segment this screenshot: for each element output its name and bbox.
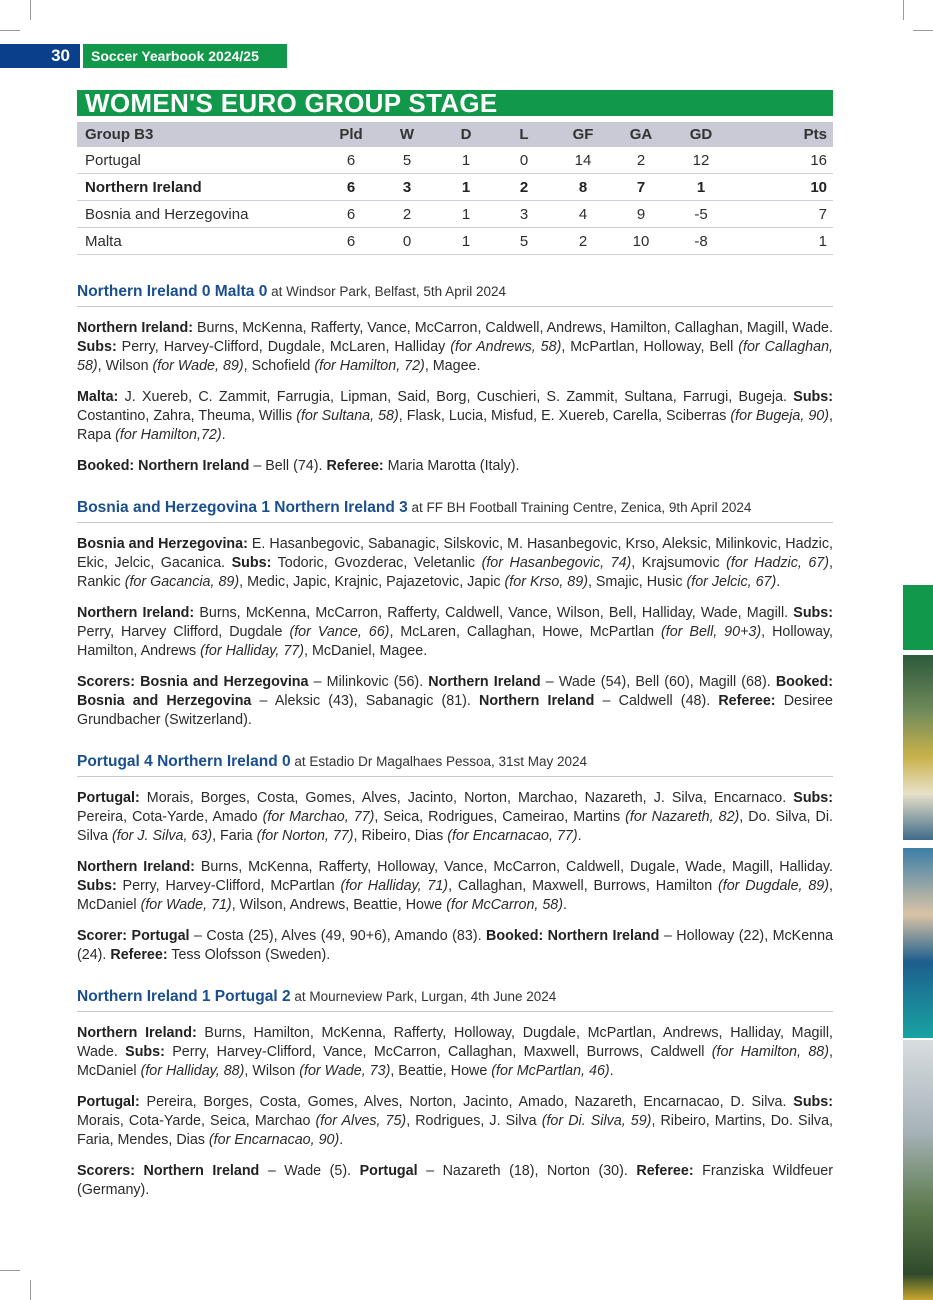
match-report	[77, 282, 833, 476]
match-venue: at Estadio Dr Magalhaes Pessoa, 31st May 2024	[290, 754, 588, 769]
won-cell: 2	[377, 201, 437, 228]
column-header: W	[377, 122, 437, 147]
points-cell: 16	[733, 147, 833, 174]
body-text: .	[221, 427, 226, 443]
goal-difference-cell: -5	[669, 201, 733, 228]
table-row	[77, 201, 833, 228]
body-text: , Wilson	[244, 1063, 300, 1079]
goal-difference-cell: 12	[669, 147, 733, 174]
match-detail-paragraph	[77, 1024, 833, 1081]
body-text: Burns, McKenna, Rafferty, Holloway, Vance, McCarron, Caldwell, Dugale, Wade, Magill, Halliday.	[194, 859, 833, 875]
match-detail-paragraph	[77, 457, 833, 476]
label-text: Booked: Northern Ireland	[77, 458, 250, 474]
body-text: – Aleksic (43), Sabanagic (81).	[251, 693, 480, 709]
label-text: Scorers: Northern Ireland	[77, 1163, 260, 1179]
label-text: Scorers: Bosnia and Herzegovina	[77, 674, 309, 690]
match-detail-paragraph	[77, 1162, 833, 1200]
edge-green-tab	[903, 585, 933, 650]
body-text: Maria Marotta (Italy).	[383, 458, 520, 474]
match-heading	[77, 282, 833, 307]
goals-for-cell: 4	[553, 201, 613, 228]
body-text: J. Xuereb, C. Zammit, Farrugia, Lipman, Said, Borg, Cuschieri, S. Zammit, Sultana, Farrugi, Bugeja.	[118, 389, 794, 405]
match-detail-paragraph	[77, 789, 833, 846]
edge-photo	[903, 848, 933, 1038]
substitution-note: (for Hasanbegovic, 74)	[481, 555, 632, 571]
label-text: Subs:	[793, 389, 833, 405]
body-text: , Holloway, Hamilton, Andrews	[77, 624, 833, 659]
team-cell: Portugal	[77, 147, 325, 174]
body-text: .	[563, 897, 568, 913]
won-cell: 0	[377, 228, 437, 255]
drawn-cell: 1	[437, 147, 495, 174]
substitution-note: (for Wade, 89)	[152, 358, 244, 374]
label-text: Referee:	[110, 947, 168, 963]
section-title: WOMEN'S EURO GROUP STAGE	[77, 90, 833, 116]
match-report	[77, 987, 833, 1200]
match-detail-paragraph	[77, 927, 833, 965]
substitution-note: (for Callaghan, 58)	[77, 339, 833, 374]
body-text: , Rodrigues, J. Silva	[406, 1113, 542, 1129]
body-text: E. Hasanbegovic, Sabanagic, Silskovic, M. Hasanbegovic, Krso, Aleksic, Milinkovic, Hadzic, Ekic, Jelcic, Gacanica.	[77, 536, 833, 571]
body-text: , Flask, Lucia, Misfud, E. Xuereb, Carella, Sciberras	[398, 408, 731, 424]
label-text: Northern Ireland:	[77, 859, 195, 875]
goals-for-cell: 14	[553, 147, 613, 174]
match-venue: at Windsor Park, Belfast, 5th April 2024	[267, 284, 506, 299]
publication-title: Soccer Yearbook 2024/25	[83, 44, 287, 68]
label-text: Subs:	[793, 790, 833, 806]
substitution-note: (for Encarnacao, 90)	[208, 1132, 340, 1148]
won-cell: 3	[377, 174, 437, 201]
played-cell: 6	[325, 228, 377, 255]
body-text: , Ribeiro, Dias	[353, 828, 448, 844]
body-text: , Faria	[212, 828, 257, 844]
lost-cell: 2	[495, 174, 553, 201]
edge-photo	[903, 1040, 933, 1300]
page-number: 30	[0, 44, 80, 68]
body-text: Costantino, Zahra, Theuma, Willis	[77, 408, 297, 424]
points-cell: 7	[733, 201, 833, 228]
match-detail-paragraph	[77, 1093, 833, 1150]
substitution-note: (for Bugeja, 90)	[730, 408, 830, 424]
match-reports	[77, 282, 833, 1222]
label-text: Northern Ireland:	[77, 320, 193, 336]
body-text: Morais, Cota-Yarde, Seica, Marchao	[77, 1113, 316, 1129]
body-text: .	[577, 828, 582, 844]
body-text: Perry, Harvey-Clifford, McPartlan	[116, 878, 341, 894]
body-text: , Rankic	[77, 555, 833, 590]
label-text: Malta:	[77, 389, 119, 405]
body-text: , Krajsumovic	[631, 555, 727, 571]
match-venue: at Mourneview Park, Lurgan, 4th June 2024	[290, 989, 557, 1004]
played-cell: 6	[325, 201, 377, 228]
played-cell: 6	[325, 147, 377, 174]
lost-cell: 3	[495, 201, 553, 228]
table-row	[77, 228, 833, 255]
goals-for-cell: 2	[553, 228, 613, 255]
substitution-note: (for Krso, 89)	[504, 574, 588, 590]
played-cell: 6	[325, 174, 377, 201]
goals-against-cell: 7	[613, 174, 669, 201]
group-table	[77, 122, 833, 255]
substitution-note: (for Hamilton, 72)	[314, 358, 425, 374]
body-text: – Caldwell (48).	[594, 693, 719, 709]
lost-cell: 0	[495, 147, 553, 174]
body-text: .	[776, 574, 781, 590]
substitution-note: (for Alves, 75)	[315, 1113, 407, 1129]
label-text: Subs:	[231, 555, 272, 571]
substitution-note: (for Hamilton,72)	[115, 427, 222, 443]
substitution-note: (for McPartlan, 46)	[491, 1063, 610, 1079]
label-text: Bosnia and Herzegovina:	[77, 536, 248, 552]
body-text: Perry, Harvey Clifford, Dugdale	[77, 624, 290, 640]
column-header: Group B3	[77, 122, 325, 147]
goal-difference-cell: -8	[669, 228, 733, 255]
body-text: , Rapa	[77, 408, 834, 443]
match-score: Northern Ireland 0 Malta 0	[77, 283, 268, 300]
goals-against-cell: 2	[613, 147, 669, 174]
team-cell: Bosnia and Herzegovina	[77, 201, 325, 228]
substitution-note: (for Wade, 73)	[299, 1063, 391, 1079]
match-detail-paragraph	[77, 858, 833, 915]
body-text: , McLaren, Callaghan, Howe, McPartlan	[389, 624, 662, 640]
body-text: – Bell (74).	[249, 458, 327, 474]
match-heading	[77, 498, 833, 523]
body-text: Desiree Grundbacher (Switzerland).	[77, 693, 833, 728]
label-text: Subs:	[77, 878, 117, 894]
lost-cell: 5	[495, 228, 553, 255]
body-text: , Wilson	[97, 358, 153, 374]
body-text: – Milinkovic (56).	[308, 674, 429, 690]
substitution-note: (for Marchao, 77)	[262, 809, 375, 825]
match-score: Northern Ireland 1 Portugal 2	[77, 988, 291, 1005]
body-text: , Do. Silva, Di. Silva	[77, 809, 834, 844]
page-header	[0, 44, 287, 68]
body-text: , Beattie, Howe	[390, 1063, 492, 1079]
label-text: Portugal:	[77, 1094, 140, 1110]
substitution-note: (for Di. Silva, 59)	[541, 1113, 652, 1129]
crop-mark	[0, 30, 20, 31]
substitution-note: (for Vance, 66)	[289, 624, 390, 640]
body-text: , Medic, Japic, Krajnic, Pajazetovic, Japic	[239, 574, 505, 590]
body-text: Burns, McKenna, McCarron, Rafferty, Caldwell, Vance, Wilson, Bell, Halliday, Wade, Magill.	[194, 605, 794, 621]
body-text: Perry, Harvey-Clifford, Dugdale, McLaren, Halliday	[116, 339, 451, 355]
substitution-note: (for J. Silva, 63)	[111, 828, 213, 844]
body-text: Pereira, Borges, Costa, Gomes, Alves, Norton, Jacinto, Amado, Nazareth, Encarnacao, D. Silva.	[139, 1094, 794, 1110]
crop-mark	[30, 0, 31, 20]
table-header-row	[77, 122, 833, 147]
body-text: , McDaniel	[77, 1044, 833, 1079]
crop-mark	[903, 0, 904, 20]
body-text: Burns, Hamilton, McKenna, Rafferty, Holloway, Dugdale, McPartlan, Andrews, Halliday, Magill, Wade.	[77, 1025, 833, 1060]
body-text: – Costa (25), Alves (49, 90+6), Amando (83).	[189, 928, 487, 944]
substitution-note: (for Sultana, 58)	[296, 408, 399, 424]
column-header: GA	[613, 122, 669, 147]
body-text: Franziska Wildfeuer (Germany).	[77, 1163, 833, 1198]
label-text: Booked: Northern Ireland	[486, 928, 660, 944]
match-venue: at FF BH Football Training Centre, Zenica, 9th April 2024	[407, 500, 752, 515]
goals-for-cell: 8	[553, 174, 613, 201]
match-score: Bosnia and Herzegovina 1 Northern Ireland 3	[77, 499, 408, 516]
substitution-note: (for Jelcic, 67)	[686, 574, 777, 590]
body-text: , Magee.	[424, 358, 481, 374]
substitution-note: (for Andrews, 58)	[450, 339, 562, 355]
body-text: , Schofield	[243, 358, 315, 374]
match-detail-paragraph	[77, 388, 833, 445]
label-text: Booked: Bosnia and Herzegovina	[77, 674, 834, 709]
body-text: , Wilson, Andrews, Beattie, Howe	[231, 897, 447, 913]
match-heading	[77, 987, 833, 1012]
substitution-note: (for Hadzic, 67)	[726, 555, 829, 571]
substitution-note: (for Wade, 71)	[140, 897, 232, 913]
goals-against-cell: 10	[613, 228, 669, 255]
body-text: , McDaniel, Magee.	[304, 643, 428, 659]
label-text: Subs:	[77, 339, 117, 355]
drawn-cell: 1	[437, 174, 495, 201]
column-header: Pts	[733, 122, 833, 147]
body-text: – Nazareth (18), Norton (30).	[417, 1163, 637, 1179]
crop-mark	[30, 1280, 31, 1300]
substitution-note: (for Dugdale, 89)	[718, 878, 830, 894]
match-heading	[77, 752, 833, 777]
substitution-note: (for Halliday, 88)	[140, 1063, 245, 1079]
match-detail-paragraph	[77, 319, 833, 376]
body-text: , Callaghan, Maxwell, Burrows, Hamilton	[448, 878, 718, 894]
body-text: , McDaniel	[77, 878, 833, 913]
body-text: , Seica, Rodrigues, Cameirao, Martins	[374, 809, 626, 825]
match-score: Portugal 4 Northern Ireland 0	[77, 753, 291, 770]
substitution-note: (for Nazareth, 82)	[625, 809, 740, 825]
label-text: Referee:	[718, 693, 776, 709]
substitution-note: (for McCarron, 58)	[446, 897, 564, 913]
label-text: Subs:	[793, 605, 833, 621]
body-text: , Smajic, Husic	[587, 574, 687, 590]
substitution-note: (for Gacancia, 89)	[124, 574, 240, 590]
label-text: Northern Ireland:	[77, 605, 195, 621]
won-cell: 5	[377, 147, 437, 174]
crop-mark	[913, 30, 933, 31]
column-header: GF	[553, 122, 613, 147]
label-text: Subs:	[793, 1094, 833, 1110]
table-row	[77, 147, 833, 174]
label-text: Scorer: Portugal	[77, 928, 190, 944]
column-header: GD	[669, 122, 733, 147]
points-cell: 10	[733, 174, 833, 201]
match-detail-paragraph	[77, 604, 833, 661]
label-text: Northern Ireland:	[77, 1025, 197, 1041]
drawn-cell: 1	[437, 201, 495, 228]
body-text: Morais, Borges, Costa, Gomes, Alves, Jacinto, Norton, Marchao, Nazareth, J. Silva, Encarnaco.	[139, 790, 794, 806]
column-header: D	[437, 122, 495, 147]
match-detail-paragraph	[77, 673, 833, 730]
goals-against-cell: 9	[613, 201, 669, 228]
label-text: Referee:	[326, 458, 384, 474]
body-text: – Wade (54), Bell (60), Magill (68).	[540, 674, 776, 690]
body-text: Perry, Harvey-Clifford, Vance, McCarron, Callaghan, Maxwell, Burrows, Caldwell	[164, 1044, 712, 1060]
substitution-note: (for Hamilton, 88)	[711, 1044, 830, 1060]
crop-mark	[0, 1270, 20, 1271]
match-report	[77, 752, 833, 965]
team-cell: Malta	[77, 228, 325, 255]
label-text: Northern Ireland	[428, 674, 541, 690]
table-row	[77, 174, 833, 201]
body-text: , McPartlan, Holloway, Bell	[561, 339, 739, 355]
label-text: Referee:	[636, 1163, 694, 1179]
substitution-note: (for Halliday, 77)	[200, 643, 304, 659]
edge-photo	[903, 655, 933, 840]
label-text: Portugal	[359, 1163, 418, 1179]
label-text: Subs:	[125, 1044, 165, 1060]
label-text: Portugal:	[77, 790, 140, 806]
body-text: Pereira, Cota-Yarde, Amado	[77, 809, 263, 825]
body-text: .	[609, 1063, 614, 1079]
body-text: Todoric, Gvozderac, Veletanlic	[271, 555, 482, 571]
substitution-note: (for Norton, 77)	[256, 828, 354, 844]
body-text: .	[339, 1132, 344, 1148]
drawn-cell: 1	[437, 228, 495, 255]
team-cell: Northern Ireland	[77, 174, 325, 201]
points-cell: 1	[733, 228, 833, 255]
column-header: L	[495, 122, 553, 147]
match-report	[77, 498, 833, 730]
match-detail-paragraph	[77, 535, 833, 592]
body-text: – Wade (5).	[259, 1163, 360, 1179]
goal-difference-cell: 1	[669, 174, 733, 201]
body-text: , Ribeiro, Martins, Do. Silva, Faria, Mendes, Dias	[77, 1113, 833, 1148]
column-header: Pld	[325, 122, 377, 147]
substitution-note: (for Bell, 90+3)	[661, 624, 762, 640]
body-text: – Holloway (22), McKenna (24).	[77, 928, 834, 963]
body-text: Tess Olofsson (Sweden).	[167, 947, 331, 963]
substitution-note: (for Halliday, 71)	[340, 878, 449, 894]
body-text: Burns, McKenna, Rafferty, Vance, McCarron, Caldwell, Andrews, Hamilton, Callaghan, Magill, Wade.	[192, 320, 833, 336]
label-text: Northern Ireland	[479, 693, 595, 709]
substitution-note: (for Encarnacao, 77)	[447, 828, 578, 844]
